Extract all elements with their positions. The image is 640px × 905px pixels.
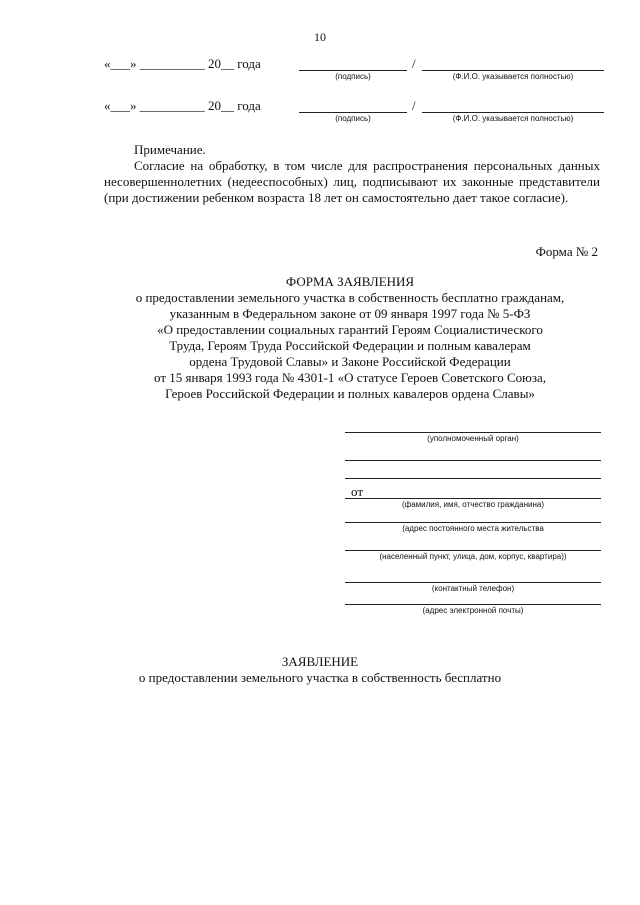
statement-block: [0, 654, 640, 686]
field-caption: (уполномоченный орган): [427, 434, 519, 443]
field-line: [345, 432, 601, 433]
note-block: [104, 142, 600, 206]
address-field: [345, 604, 601, 626]
address-field: [345, 460, 601, 478]
note-title: Примечание.: [134, 142, 206, 157]
form-title: ФОРМА ЗАЯВЛЕНИЯ: [285, 274, 415, 289]
signature-line: [299, 112, 407, 113]
field-line: [345, 522, 601, 523]
field-line: [345, 604, 601, 605]
field-line: [345, 498, 601, 499]
form-header-line: ордена Трудовой Славы» и Законе Российской Федерации: [189, 354, 511, 369]
signature-caption: (подпись): [335, 72, 371, 81]
statement-subtitle: о предоставлении земельного участка в собственность бесплатно: [138, 670, 502, 685]
field-line: [345, 582, 601, 583]
date-field: «___» __________ 20__ года: [104, 56, 261, 71]
separator-slash: /: [412, 98, 416, 113]
signature-row: [104, 98, 604, 128]
field-caption: (адрес электронной почты): [422, 606, 524, 615]
form-header-line: указанным в Федеральном законе от 09 января 1997 года № 5-ФЗ: [169, 306, 531, 321]
form-header-line: Героев Российской Федерации и полных кавалеров ордена Славы»: [165, 386, 535, 401]
field-caption: (фамилия, имя, отчество гражданина): [401, 500, 545, 509]
form-header: [96, 274, 604, 402]
separator-slash: /: [412, 56, 416, 71]
field-line: [345, 478, 601, 479]
address-field: [345, 432, 601, 460]
field-line: [345, 460, 601, 461]
address-field: [345, 582, 601, 604]
address-field: [345, 550, 601, 582]
field-caption: (адрес постоянного места жительства: [402, 524, 544, 533]
form-header-line: Труда, Героям Труда Российской Федерации и полным кавалерам: [169, 338, 531, 353]
fio-caption: (Ф.И.О. указывается полностью): [452, 72, 574, 81]
page-number: 10: [314, 30, 326, 44]
fio-line: [422, 112, 604, 113]
note-text: Согласие на обработку, в том числе для распространения персональных данных несовершеннолетних (недееспособных) лиц, подписывают их законные представители (при достижении ребенком возраста 18 лет он самостоятельно дает такое согласие).: [104, 158, 600, 205]
signature-line: [299, 70, 407, 71]
form-header-line: «О предоставлении социальных гарантий Героям Социалистического: [157, 322, 543, 337]
field-caption: (населенный пункт, улица, дом, корпус, квартира)): [379, 552, 567, 561]
from-label: от: [351, 484, 364, 499]
address-block: [345, 432, 601, 626]
address-field: [345, 484, 601, 522]
field-caption: (контактный телефон): [431, 584, 515, 593]
address-field: [345, 478, 601, 498]
statement-title: ЗАЯВЛЕНИЕ: [281, 654, 359, 669]
fio-line: [422, 70, 604, 71]
form-number: Форма № 2: [535, 244, 598, 259]
form-header-line: о предоставлении земельного участка в собственность бесплатно гражданам,: [135, 290, 565, 305]
fio-caption: (Ф.И.О. указывается полностью): [452, 114, 574, 123]
address-field: [345, 522, 601, 550]
signature-caption: (подпись): [335, 114, 371, 123]
form-header-line: от 15 января 1993 года № 4301-1 «О статусе Героев Советского Союза,: [154, 370, 546, 385]
date-field: «___» __________ 20__ года: [104, 98, 261, 113]
field-line: [345, 550, 601, 551]
signature-row: [104, 56, 604, 86]
